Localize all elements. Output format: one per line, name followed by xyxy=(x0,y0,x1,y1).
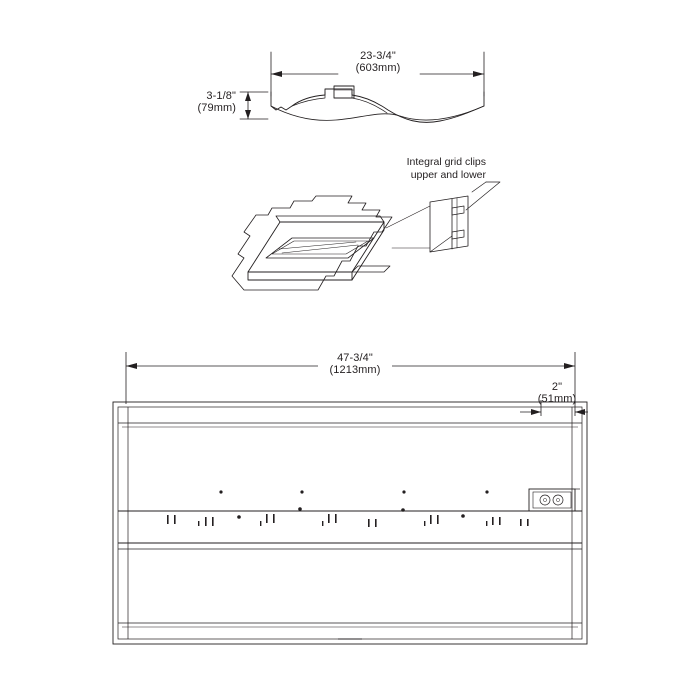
isometric-view-middle xyxy=(232,182,500,290)
luminaire-body xyxy=(248,222,384,272)
callout-leader-lines xyxy=(466,182,500,210)
width-dimension-metric: (603mm) xyxy=(355,62,401,74)
grid-clip-diagonal xyxy=(430,236,452,252)
height-dimension-metric: (79mm) xyxy=(197,102,236,114)
housing-profile-inner-line xyxy=(292,92,387,113)
end-dimension-label xyxy=(512,381,602,405)
lens-rib-1 xyxy=(282,245,358,253)
height-dimension-imperial: 3-1/8" xyxy=(206,90,236,102)
junction-box-block xyxy=(334,86,354,98)
detail-connector-lines xyxy=(386,206,430,248)
lens-panel-inner xyxy=(272,241,368,254)
grid-clip-detail xyxy=(430,196,468,252)
housing-profile-outline xyxy=(271,89,484,122)
fixture-outer-frame xyxy=(113,402,587,644)
grid-clips-callout-line1: Integral grid clips xyxy=(406,156,486,168)
punch-detail-marks xyxy=(167,490,529,527)
top-flange xyxy=(276,216,384,222)
end-dimension-metric: (51mm) xyxy=(537,393,577,405)
height-dimension-line xyxy=(240,92,268,119)
length-dimension-imperial: 47-3/4" xyxy=(337,352,373,364)
grid-clip-bracket-outline xyxy=(430,196,468,252)
width-dimension-label xyxy=(318,50,438,74)
grid-clip-upper-tab xyxy=(452,206,464,215)
width-dimension-imperial: 23-3/4" xyxy=(360,50,396,62)
grid-clips-callout-line2: upper and lower xyxy=(410,169,486,181)
fixture-inner-frame xyxy=(118,407,582,639)
length-dimension-label xyxy=(290,352,420,376)
length-dimension-metric: (1213mm) xyxy=(329,364,381,376)
grid-clip-lower-tab xyxy=(452,230,464,239)
grid-clips-callout xyxy=(336,156,486,182)
luminaire-body-side xyxy=(248,272,352,280)
end-dimension-imperial: 2" xyxy=(551,381,563,393)
height-dimension-label xyxy=(148,90,236,114)
